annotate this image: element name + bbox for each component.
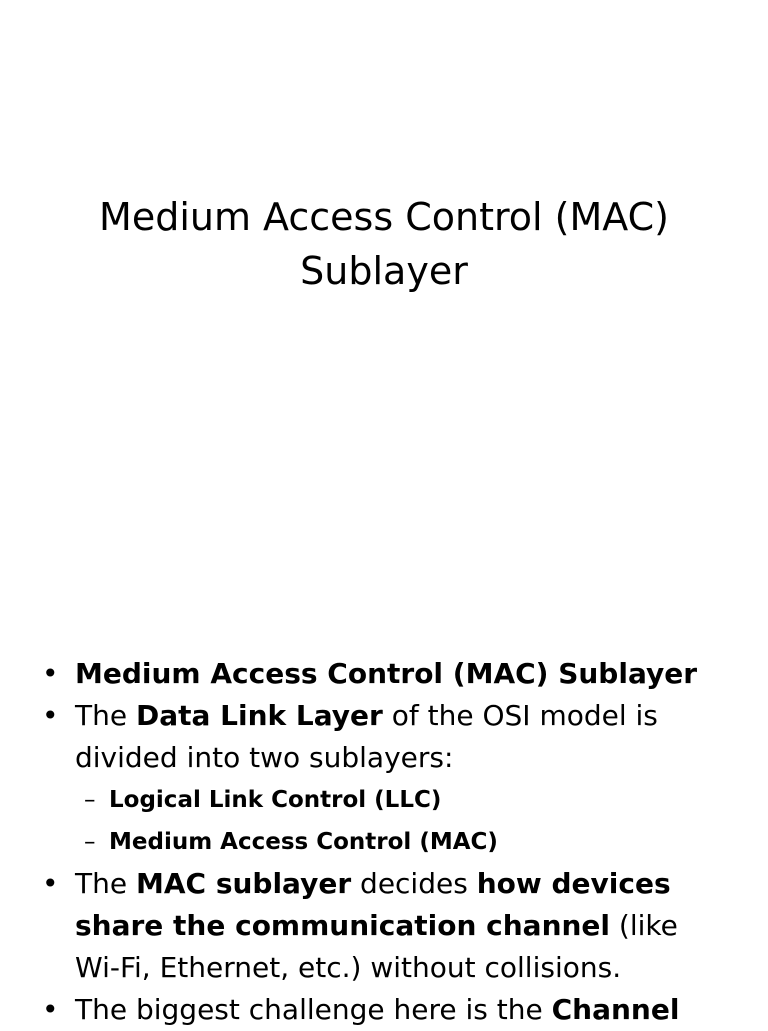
bullet-text-bold: how devices share the communication channel <box>75 867 671 942</box>
sub-bullet-marker: – <box>84 787 96 813</box>
slide-title-line-2: Sublayer <box>300 249 468 293</box>
bullet-list <box>0 653 768 1031</box>
bullet-text: The <box>75 699 136 732</box>
slide-title <box>0 190 768 298</box>
sub-bullet-item <box>0 779 768 821</box>
bullet-text-bold: Channel <box>551 993 680 1026</box>
bullet-text-bold: Medium Access Control (MAC) Sublayer <box>75 657 698 690</box>
bullet-text-bold: Data Link Layer <box>135 699 383 732</box>
bullet-text: The biggest challenge here is the <box>75 993 552 1026</box>
sub-bullet-text: Logical Link Control (LLC) <box>109 787 442 813</box>
sub-bullet-marker: – <box>84 829 96 855</box>
bullet-text: of the OSI model is divided into two sublayers: <box>75 699 658 774</box>
bullet-item <box>0 863 768 989</box>
bullet-text: decides <box>351 867 477 900</box>
bullet-text-bold: MAC sublayer <box>135 867 352 900</box>
sub-bullet-item <box>0 821 768 863</box>
bullet-item <box>0 989 768 1031</box>
slide-title-line-1: Medium Access Control (MAC) <box>99 195 669 239</box>
sub-bullet-text: Medium Access Control (MAC) <box>109 829 498 855</box>
bullet-marker: • <box>42 657 59 690</box>
bullet-text: (like Wi-Fi, Ethernet, etc.) without collisions. <box>75 909 678 984</box>
bullet-marker: • <box>42 699 59 732</box>
bullet-item <box>0 653 768 695</box>
bullet-marker: • <box>42 993 59 1026</box>
bullet-marker: • <box>42 867 59 900</box>
bullet-text: The <box>75 867 136 900</box>
bullet-item <box>0 695 768 779</box>
